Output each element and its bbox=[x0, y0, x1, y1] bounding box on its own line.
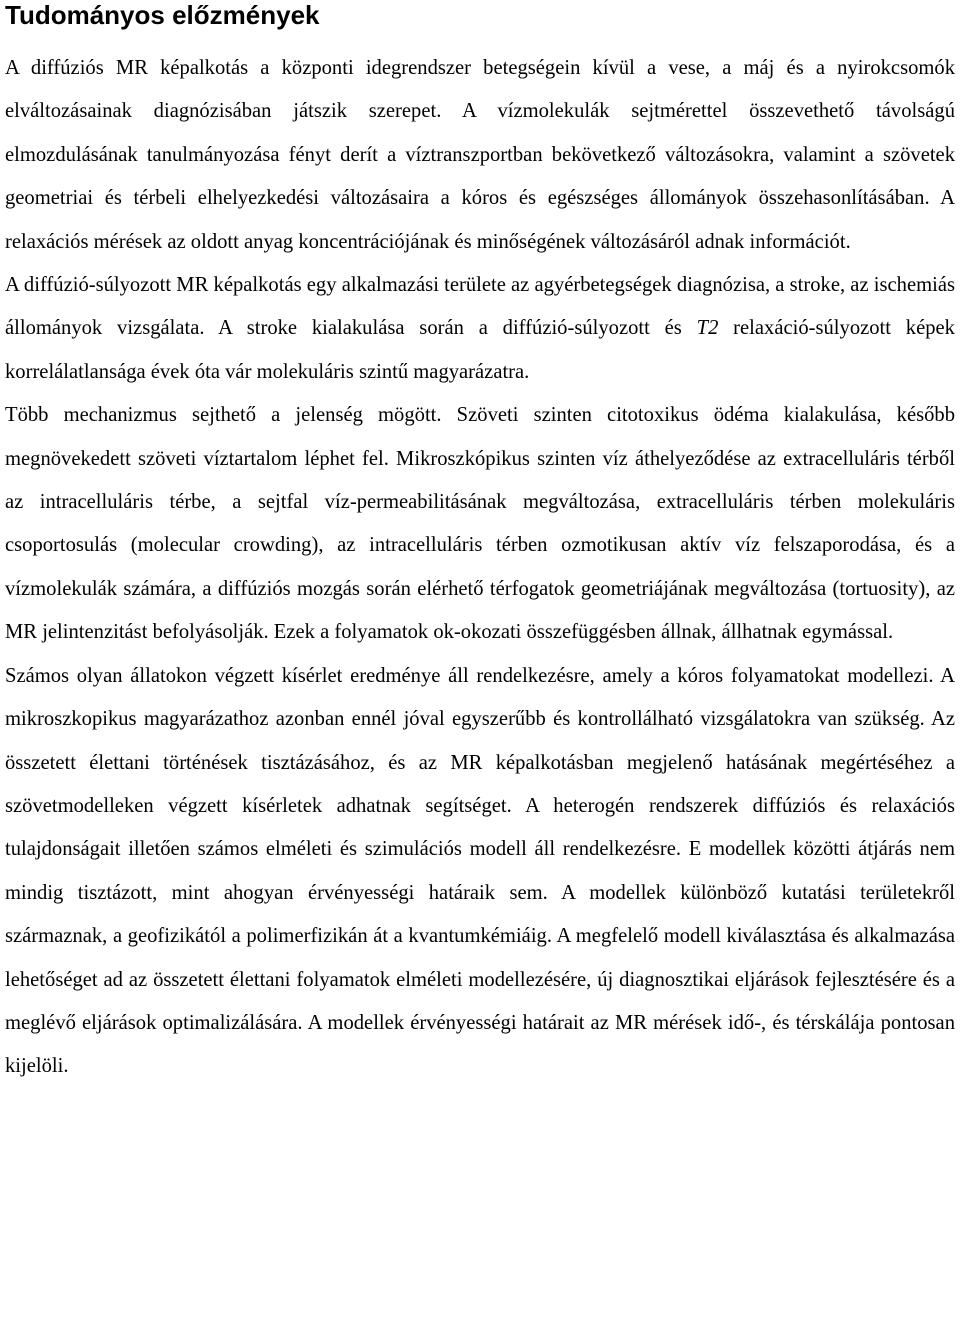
paragraph-stroke-text-b: relaxáció-súlyozott képek korrelálatlansága évek óta vár molekuláris szintű magyarázatra. bbox=[5, 317, 955, 383]
t2-term: T2 bbox=[696, 317, 719, 340]
paragraph-stroke-text-a: A diffúzió-súlyozott MR képalkotás egy alkalmazási területe az agyérbetegségek diagnózisa, a stroke, az ischemiás állományok vizsgálata. A stroke kialakulása során a diffúzió-súlyozott és bbox=[5, 274, 955, 340]
paragraph-stroke bbox=[5, 264, 955, 394]
paragraph-models: Számos olyan állatokon végzett kísérlet eredménye áll rendelkezésre, amely a kóros folyamatokat modellezi. A mikroszkopikus magyarázathoz azonban ennél jóval egyszerűbb és kontrollálható vizsgálatokra van szükség. Az összetett élettani történések tisztázásához, és az MR képalkotásban megjelenő hatásának megértéséhez a szövetmodelleken végzett kísérletek adhatnak segítséget. A heterogén rendszerek diffúziós és relaxációs tulajdonságait illetően számos elméleti és szimulációs modell áll rendelkezésre. E modellek közötti átjárás nem mindig tisztázott, mint ahogyan érvényességi határaik sem. A modellek különböző kutatási területekről származnak, a geofizikától a polimerfizikán át a kvantumkémiáig. A megfelelő modell kiválasztása és alkalmazása lehetőséget ad az összetett élettani folyamatok elméleti modellezésére, új diagnosztikai eljárások fejlesztésére és a meglévő eljárások optimalizálására. A modellek érvényességi határait az MR mérések idő-, és térskálája pontosan kijelöli. bbox=[5, 664, 955, 1078]
document-body bbox=[5, 47, 955, 1089]
document-page bbox=[5, 0, 955, 1089]
paragraph-mechanisms: Több mechanizmus sejthető a jelenség mögött. Szöveti szinten citotoxikus ödéma kialakulása, később megnövekedett szöveti víztartalom léphet fel. Mikroszkópikus szinten víz áthelyeződése az extracelluláris térből az intracelluláris térbe, a sejtfal víz-permeabilitásának megváltozása, extracelluláris térben molekuláris csoportosulás (molecular crowding), az intracelluláris térben ozmotikusan aktív víz felszaporodása, és a vízmolekulák számára, a diffúziós mozgás során elérhető térfogatok geometriájának megváltozása (tortuosity), az MR jelintenzitást befolyásolják. Ezek a folyamatok ok-okozati összefüggésben állnak, állhatnak egymással. bbox=[5, 404, 955, 644]
section-heading: Tudományos előzmények bbox=[5, 0, 320, 30]
paragraph-intro: A diffúziós MR képalkotás a központi idegrendszer betegségein kívül a vese, a máj és a nyirokcsomók elváltozásainak diagnózisában játszik szerepet. A vízmolekulák sejtmérettel összevethető távolságú elmozdulásának tanulmányozása fényt derít a víztranszportban bekövetkező változásokra, valamint a szövetek geometriai és térbeli elhelyezkedési változásaira a kóros és egészséges állományok összehasonlításában. A relaxációs mérések az oldott anyag koncentrációjának és minőségének változásáról adnak információt. bbox=[5, 57, 955, 253]
